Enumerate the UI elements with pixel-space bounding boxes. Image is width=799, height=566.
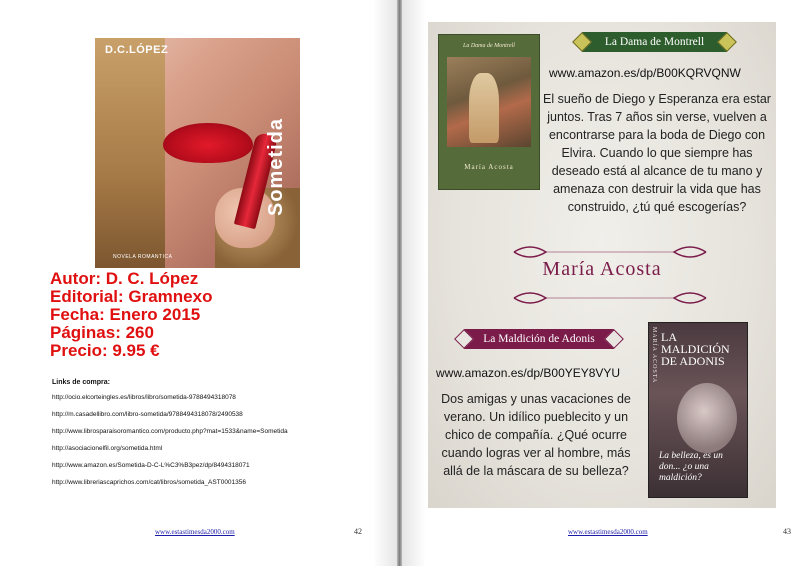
cover-title: LA MALDICIÓN DE ADONIS: [661, 330, 730, 368]
purchase-link[interactable]: http://m.casadellibro.com/libro-sometida/9788494318078/2490538: [52, 411, 243, 418]
banner-diamond-icon: [604, 329, 624, 349]
purchase-links-title: Links de compra:: [52, 379, 110, 386]
purchase-links: [52, 379, 372, 496]
banner-dama-de-montrell: [582, 32, 727, 52]
info-date: Fecha: Enero 2015: [50, 305, 201, 324]
banner-diamond-icon: [572, 32, 592, 52]
banner-diamond-icon: [717, 32, 737, 52]
purchase-link[interactable]: http://www.librosparaisoromantico.com/producto.php?mat=1533&name=Sometida: [52, 428, 288, 435]
book1-synopsis: El sueño de Diego y Esperanza era estar juntos. Tras 7 años sin verse, vuelven a encontrarse para la boda de Diego con Elvira. Cuando lo que siempre has deseado está al alcance de tu mano y amenaza con destruir la vida que has construido, ¿tú qué escogerías?: [543, 92, 771, 214]
book-cover-maldicion-de-adonis: [648, 322, 748, 498]
page-number: 43: [783, 527, 791, 536]
book2-amazon-url[interactable]: www.amazon.es/dp/B00YEY8VYU: [436, 366, 621, 380]
info-publisher: Editorial: Gramnexo: [50, 287, 213, 306]
right-page: [402, 0, 799, 566]
info-price: Precio: 9.95 €: [50, 341, 160, 360]
footer-site-link[interactable]: www.estastimesda2000.com: [568, 528, 648, 536]
ornament-divider-icon: [510, 288, 710, 308]
book2-synopsis: Dos amigas y unas vacaciones de verano. Un idílico pueblecito y un chico de compañía. ¿Qué ocurre cuando logras ver al hombre, más allá de la máscara de su belleza?: [441, 392, 631, 478]
author-name: María Acosta: [542, 258, 662, 280]
cover-hair: [95, 38, 165, 268]
book-info: [50, 270, 212, 360]
page-number: 42: [354, 527, 362, 536]
purchase-link[interactable]: http://asociacionelfil.org/sometida.html: [52, 445, 163, 452]
banner-label: La Dama de Montrell: [604, 36, 705, 48]
cover-title: Sometida: [265, 117, 287, 216]
cover-author: MARÍA ACOSTA: [651, 327, 657, 384]
banner-maldicion-de-adonis: [464, 329, 614, 349]
book1-amazon-url[interactable]: www.amazon.es/dp/B00KQRVQNW: [549, 66, 741, 80]
banner-label: La Maldición de Adonis: [483, 333, 595, 345]
footer-site-link[interactable]: www.estastimesda2000.com: [155, 528, 235, 536]
gutter-shadow: [402, 0, 426, 566]
book-cover-dama-de-montrell: [438, 34, 540, 190]
promo-flyer: [428, 22, 776, 508]
cover-lips: [163, 123, 253, 163]
book-cover-sometida: [95, 38, 300, 268]
gutter-shadow: [373, 0, 397, 566]
info-pages: Páginas: 260: [50, 323, 154, 342]
left-page: [0, 0, 397, 566]
info-author: Autor: D. C. López: [50, 269, 199, 288]
cover-figure: [469, 73, 499, 143]
purchase-link[interactable]: http://ocio.elcorteingles.es/libros/libro/sometida-9788494318078: [52, 394, 236, 401]
cover-author: María Acosta: [464, 163, 514, 171]
cover-title: La Dama de Montrell: [463, 43, 515, 49]
purchase-link[interactable]: http://www.libreriascaprichos.com/cat/libros/sometida_AST0001356: [52, 479, 247, 486]
cover-author: D.C.LÓPEZ: [105, 44, 169, 56]
purchase-link[interactable]: http://www.amazon.es/Sometida-D-C-L%C3%B3pez/dp/8494318071: [52, 462, 250, 469]
cover-tagline: La belleza, es un don... ¿o una maldición?: [659, 451, 723, 483]
banner-diamond-icon: [454, 329, 474, 349]
cover-face: [677, 383, 737, 453]
cover-publisher: NOVELA ROMANTICA: [113, 254, 173, 260]
